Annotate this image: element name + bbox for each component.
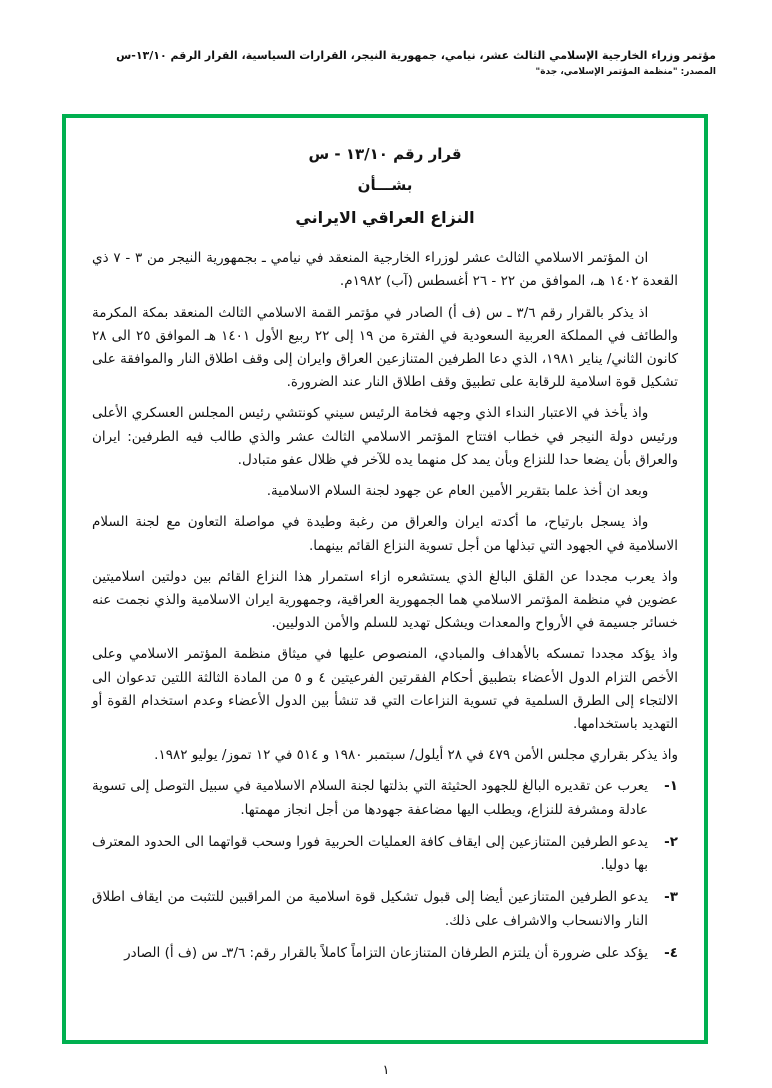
- clause-number: ٣-: [664, 889, 678, 906]
- clause-text: يؤكد على ضرورة أن يلتزم الطرفان المتنازعان التزاماً كاملاً بالقرار رقم: ٣/٦ـ س (ف أ) الصادر: [124, 944, 648, 961]
- clause-number: ١-: [664, 778, 678, 795]
- resolution-title-block: [92, 142, 678, 231]
- paragraph: واذ يؤكد مجددا تمسكه بالأهداف والمبادي، المنصوص عليها في ميثاق منظمة المؤتمر الاسلامي وعلى الأخص التزام الدول الأعضاء بتطبيق أحكام الفقرتين الفرعيتين ٤ و ٥ من المادة الثالثة اللتين تدعوان الى الالتجاء إلى الطرق السلمية في تسوية النزاعات التي قد تنشأ بين الدول الأعضاء وعدم استخدام القوة أو التهديد باستخدامها.: [92, 646, 678, 733]
- paragraph: وبعد ان أخذ علما بتقرير الأمين العام عن جهود لجنة السلام الاسلامية.: [266, 483, 649, 500]
- clause-number: ٢-: [664, 833, 678, 850]
- numbered-clause: [92, 942, 678, 965]
- resolution-body: [66, 118, 704, 982]
- clause-number: ٤-: [664, 944, 678, 961]
- header-citation: مؤتمر وزراء الخارجية الإسلامي الثالث عشر، نيامي، جمهورية النيجر، القرارات السياسية، القرار الرقم ١٣/١٠-س: [116, 49, 716, 62]
- header-source: المصدر: "منظمة المؤتمر الإسلامي، جدة": [535, 66, 716, 77]
- green-border-frame: [62, 114, 708, 1044]
- document-header: [70, 48, 716, 77]
- resolution-regarding: بشـــأن: [357, 175, 413, 194]
- paragraph: واذ يذكر بقراري مجلس الأمن ٤٧٩ في ٢٨ أيلول/ سبتمبر ١٩٨٠ و ٥١٤ في ١٢ تموز/ يوليو ١٩٨٢.: [154, 747, 678, 764]
- numbered-clause: [92, 831, 678, 877]
- clause-text: يعرب عن تقديره البالغ للجهود الحثيثة التي بذلتها لجنة السلام الاسلامية في سبيل التوصل إلى تسوية عادلة ومشرفة للنزاع، ويطلب اليها مضاعفة جهودها من أجل انجاز مهمتها.: [92, 778, 648, 818]
- paragraph: واذ يسجل بارتياح، ما أكدته ايران والعراق من رغبة وطيدة في مواصلة التعاون مع لجنة السلام الاسلامية في الجهود التي تبذلها من أجل تسوية النزاع القائم بينهما.: [92, 514, 678, 554]
- paragraph: ان المؤتمر الاسلامي الثالث عشر لوزراء الخارجية المنعقد في نيامي ـ بجمهورية النيجر من ٣ - ٧ ذي القعدة ١٤٠٢ هـ، الموافق من ٢٢ - ٢٦ أغسطس (آب) ١٩٨٢م.: [92, 250, 678, 290]
- numbered-clause: [92, 886, 678, 932]
- paragraph: واذ يعرب مجددا عن القلق البالغ الذي يستشعره ازاء استمرار هذا النزاع القائم بين دولتين اسلاميتين عضوين في منظمة المؤتمر الاسلامي هما الجمهورية العراقية، وجمهورية ايران الاسلامية والذي نجمت عنه خسائر جسيمة في الأرواح والمعدات ويشكل تهديد للسلم والأمن الدوليين.: [92, 568, 678, 632]
- numbered-clause: [92, 775, 678, 821]
- clause-text: يدعو الطرفين المتنازعين إلى ايقاف كافة العمليات الحربية فورا وسحب قواتهما الى الحدود المعترف بها دوليا.: [92, 833, 648, 874]
- resolution-subject: النزاع العراقي الايراني: [295, 207, 475, 227]
- clause-text: يدعو الطرفين المتنازعين أيضا إلى قبول تشكيل قوة اسلامية من المراقبين للتثبت من ايقاف اطلاق النار والانسحاب والاشراف على ذلك.: [92, 889, 648, 929]
- paragraph: واذ يأخذ في الاعتبار النداء الذي وجهه فخامة الرئيس سيني كونتشي رئيس المجلس العسكري الأعلى ورئيس دولة النيجر في خطاب افتتاح المؤتمر الاسلامي الثالث عشر والذي طالب فيه الطرفين: ايران والعراق بأن يضعا حدا للنزاع وبأن يمد كل منهما يده للآخر في ظلال عفو متبادل.: [92, 405, 678, 468]
- resolution-number: قرار رقم ١٣/١٠ - س: [308, 145, 462, 163]
- paragraph: اذ يذكر بالقرار رقم ٣/٦ ـ س (ف أ) الصادر في مؤتمر القمة الاسلامي الثالث المنعقد بمكة المكرمة والطائف في المملكة العربية السعودية في الفترة من ١٩ إلى ٢٢ ربيع الأول ١٤٠١ هـ الموافق ٢٥ الى ٢٨ كانون الثاني/ يناير ١٩٨١، الذي دعا الطرفين المتنازعين العراق وايران إلى وقف اطلاق النار والموافقة على تشكيل قوة اسلامية للرقابة على تطبيق وقف اطلاق النار عند الضرورة.: [92, 304, 678, 391]
- page-number: ١: [382, 1063, 390, 1078]
